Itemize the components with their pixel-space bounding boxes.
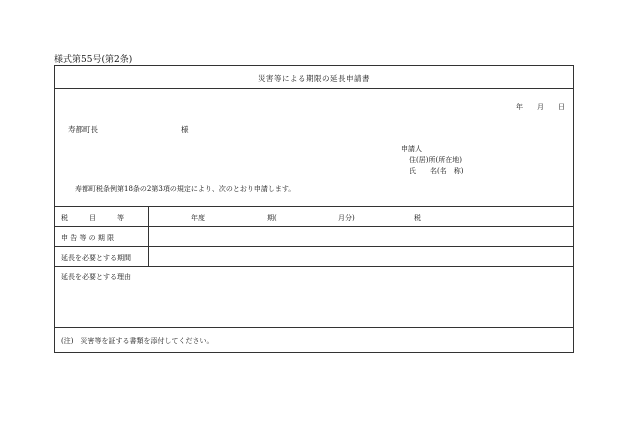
application-form xyxy=(54,65,574,353)
row-divider-3 xyxy=(55,266,573,267)
request-statement: 寿都町税条例第18条の2第3項の規定により、次のとおり申請します。 xyxy=(75,185,296,193)
row-divider-1 xyxy=(55,226,573,227)
applicant-label: 申請人 xyxy=(401,145,422,153)
addressee: 寿都町長 xyxy=(68,125,98,134)
title-divider xyxy=(55,88,573,89)
attachment-note: (注) 災害等を証する書類を添付してください。 xyxy=(61,337,214,345)
row-divider-2 xyxy=(55,246,573,247)
tax-type: 税 xyxy=(414,214,421,222)
addressee-honorific: 様 xyxy=(181,125,189,134)
form-number: 様式第55号(第2条) xyxy=(54,55,133,65)
date-field: 年 月 日 xyxy=(516,103,565,111)
applicant-name-label: 氏 名(名 称) xyxy=(409,167,464,175)
applicant-block xyxy=(401,144,463,177)
form-title: 災害等による期限の延長申請書 xyxy=(258,74,370,83)
deadline-label: 申 告 等 の 期 限 xyxy=(61,234,115,242)
label-column-divider xyxy=(148,206,149,266)
tax-period: 期( xyxy=(267,214,277,222)
row-divider-4 xyxy=(55,327,573,328)
tax-year: 年度 xyxy=(191,214,205,222)
tax-item-label: 税 目 等 xyxy=(61,214,124,222)
tax-month: 月分) xyxy=(338,214,355,222)
reason-label: 延長を必要とする理由 xyxy=(61,273,131,281)
applicant-address-label: 住(居)所(所在地) xyxy=(409,156,462,164)
table-top-line xyxy=(55,206,573,207)
extension-period-label: 延長を必要とする期間 xyxy=(61,254,131,262)
